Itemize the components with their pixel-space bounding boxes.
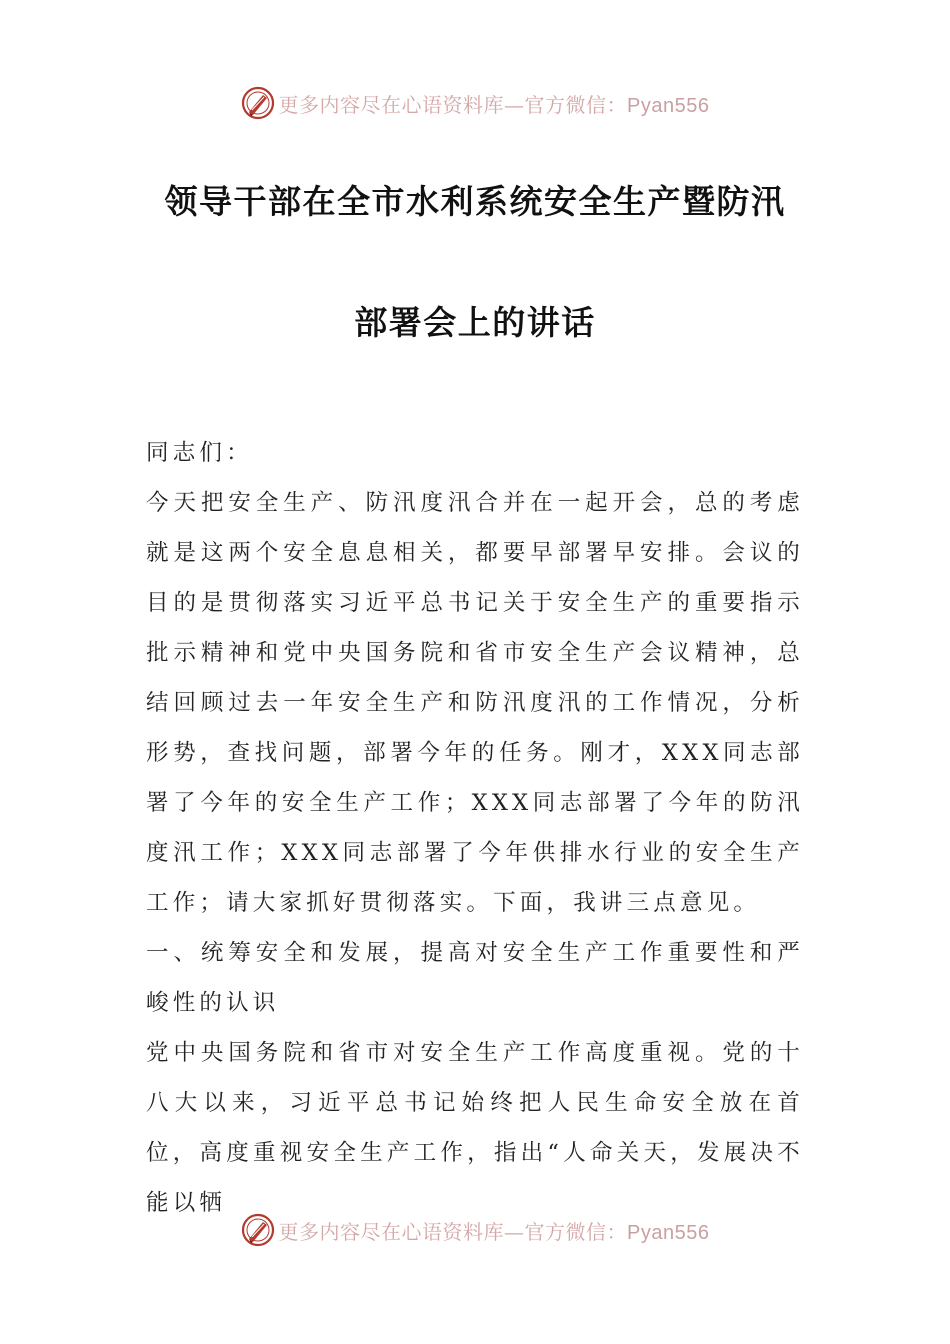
document-body: [146, 428, 804, 1228]
wechat-id: Pyan556: [627, 1221, 710, 1244]
section-heading: 一、统筹安全和发展，提高对安全生产工作重要性和严峻性的认识: [146, 940, 804, 1016]
paragraph: 党中央国务院和省市对安全生产工作高度重视。党的十八大以来，习近平总书记始终把人民生命安全放在首位，高度重视安全生产工作，指出“人命关天，发展决不能以牺: [146, 1040, 804, 1216]
salutation: 同志们：: [146, 440, 253, 466]
document-title-line2: 部署会上的讲话: [354, 303, 596, 342]
wechat-id: Pyan556: [627, 94, 710, 117]
pen-logo-icon: [241, 1213, 275, 1247]
header-watermark: [0, 81, 950, 125]
document-title-line1: 领导干部在全市水利系统安全生产暨防汛: [164, 182, 786, 221]
pen-logo-icon: [241, 86, 275, 120]
watermark-text: 更多内容尽在心语资料库—官方微信：: [278, 1219, 628, 1244]
footer-watermark: [0, 1208, 950, 1252]
watermark-text: 更多内容尽在心语资料库—官方微信：: [278, 92, 628, 117]
paragraph: 今天把安全生产、防汛度汛合并在一起开会，总的考虑就是这两个安全息息相关，都要早部署早安排。会议的目的是贯彻落实习近平总书记关于安全生产的重要指示批示精神和党中央国务院和省市安全生产会议精神，总结回顾过去一年安全生产和防汛度汛的工作情况，分析形势，查找问题，部署今年的任务。刚才，XXX同志部署了今年的安全生产工作；XXX同志部署了今年的防汛度汛工作；XXX同志部署了今年供排水行业的安全生产工作；请大家抓好贯彻落实。下面，我讲三点意见。: [146, 490, 804, 916]
